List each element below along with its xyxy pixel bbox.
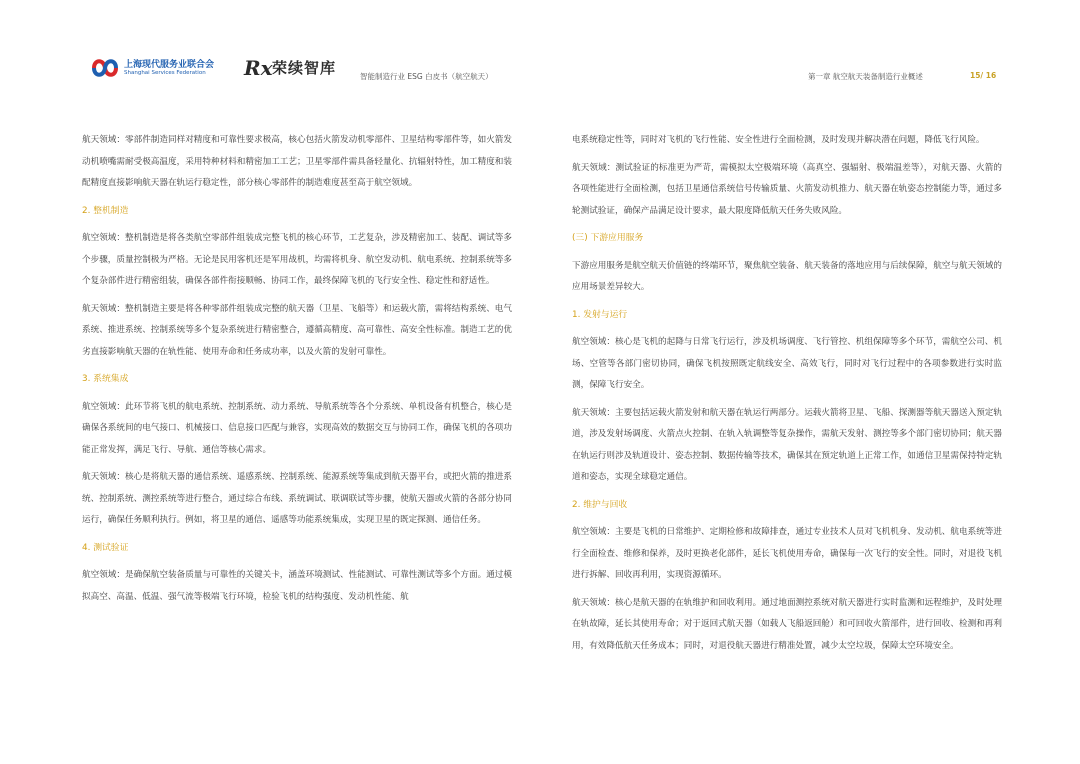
section-heading: 2. 整机制造 [82,205,129,216]
federation-name-en: Shanghai Services Federation [124,70,206,76]
section-heading: (三) 下游应用服务 [572,233,644,243]
page-number: 15/ 16 [970,71,997,80]
paragraph: 航天领域：主要包括运载火箭发射和航天器在轨运行两部分。运载火箭将卫星、飞船、探测器等航天器送入预定轨道，涉及发射场调度、火箭点火控制、在轨入轨调整等复杂操作，需航天发射、测控等多个部门密切协同；航天器在轨运行则涉及轨道设计、姿态控制、数据传输等技术，确保其在预定轨道上正常工作，如通信卫星需保持特定轨道和姿态，实现全球稳定通信。 [572,407,1002,482]
paragraph: 航空领域：核心是飞机的起降与日常飞行运行，涉及机场调度、飞行管控、机组保障等多个环节，需航空公司、机场、空管等各部门密切协同，确保飞机按照既定航线安全、高效飞行，同时对飞行过程中的各项参数进行实时监测，保障飞行安全。 [572,337,1002,390]
paragraph: 航空领域：是确保航空装备质量与可靠性的关键关卡，涵盖环境测试、性能测试、可靠性测试等多个方面。通过模拟高空、高温、低温、强气流等极端飞行环境，检验飞机的结构强度、发动机性能、航 [82,570,512,602]
section-heading: 1. 发射与运行 [572,309,628,320]
document-title: 智能制造行业 ESG 白皮书（航空航天） [360,72,493,81]
paragraph: 航天领域：核心是航天器的在轨维护和回收利用。通过地面测控系统对航天器进行实时监测和远程维护，及时处理在轨故障，延长其使用寿命；对于返回式航天器（如载人飞船返回舱）和可回收火箭部件，进行回收、检测和再利用，有效降低航天任务成本；同时，对退役航天器进行精准处置，减少太空垃圾，保障太空环境安全。 [572,597,1002,651]
chapter-title: 第一章 航空航天装备制造行业概述 [808,72,923,81]
federation-name-cn: 上海现代服务业联合会 [124,60,215,70]
paragraph: 航天领域：整机制造主要是将各种零部件组装成完整的航天器（卫星、飞船等）和运载火箭，需将结构系统、电气系统、推进系统、控制系统等多个复杂系统进行精密整合，遵循高精度、高可靠性、高安全性标准。制造工艺的优劣直接影响航天器的在轨性能、使用寿命和任务成功率，以及火箭的发射可靠性。 [82,303,512,357]
right-column [572,130,1002,663]
paragraph: 下游应用服务是航空航天价值链的终端环节，聚焦航空装备、航天装备的落地应用与后续保障，航空与航天领域的应用场景差异较大。 [572,260,1002,292]
paragraph: 航天领域：核心是将航天器的通信系统、遥感系统、控制系统、能源系统等集成到航天器平台，或把火箭的推进系统、控制系统、测控系统等进行整合，通过综合布线、系统调试、联调联试等步骤，使航天器或火箭的各部分协同运行，确保任务顺利执行。例如，将卫星的通信、遥感等功能系统集成，实现卫星的既定探测、通信任务。 [82,472,512,525]
federation-logo-icon [90,55,120,81]
federation-logo [90,55,220,83]
paragraph: 航天领域：零部件制造同样对精度和可靠性要求极高，核心包括火箭发动机零部件、卫星结构零部件等，如火箭发动机喷嘴需耐受极高温度，采用特种材料和精密加工工艺；卫星零部件需具备轻量化、抗辐射特性，加工精度和装配精度直接影响航天器在轨运行稳定性，部分核心零部件的制造难度甚至高于航空领域。 [82,135,512,188]
brand-name: 荣续智库 [272,59,337,77]
paragraph: 航空领域：此环节将飞机的航电系统、控制系统、动力系统、导航系统等各个分系统、单机设备有机整合，核心是确保各系统间的电气接口、机械接口、信息接口匹配与兼容，实现高效的数据交互与协同工作，确保飞机的各项功能正常发挥，满足飞行、导航、通信等核心需求。 [82,401,512,455]
paragraph: 电系统稳定性等，同时对飞机的飞行性能、安全性进行全面检测，及时发现并解决潜在问题，降低飞行风险。 [572,135,985,145]
section-heading: 2. 维护与回收 [572,499,628,510]
page-header [0,0,1080,100]
section-heading: 4. 测试验证 [82,542,129,553]
paragraph: 航天领域：测试验证的标准更为严苛，需模拟太空极端环境（高真空、强辐射、极端温差等），对航天器、火箭的各项性能进行全面检测，包括卫星通信系统信号传输质量、火箭发动机推力、航天器在轨姿态控制能力等，通过多轮测试验证，确保产品满足设计要求，最大限度降低航天任务失败风险。 [572,162,1002,216]
left-column [82,130,512,614]
brand-mark: Rx [244,56,273,80]
paragraph: 航空领域：整机制造是将各类航空零部件组装成完整飞机的核心环节，工艺复杂，涉及精密加工、装配、调试等多个步骤，质量控制极为严格。无论是民用客机还是军用战机，均需将机身、航空发动机、航电系统、控制系统等多个复杂部件进行精密组装，确保各部件衔接顺畅、协同工作，最终保障飞机的飞行安全性、稳定性和舒适性。 [82,233,512,286]
section-heading: 3. 系统集成 [82,374,129,384]
paragraph: 航空领域：主要是飞机的日常维护、定期检修和故障排查，通过专业技术人员对飞机机身、发动机、航电系统等进行全面检查、维修和保养，及时更换老化部件，延长飞机使用寿命，确保每一次飞行的安全性。同时，对退役飞机进行拆解、回收再利用，实现资源循环。 [572,527,1002,580]
